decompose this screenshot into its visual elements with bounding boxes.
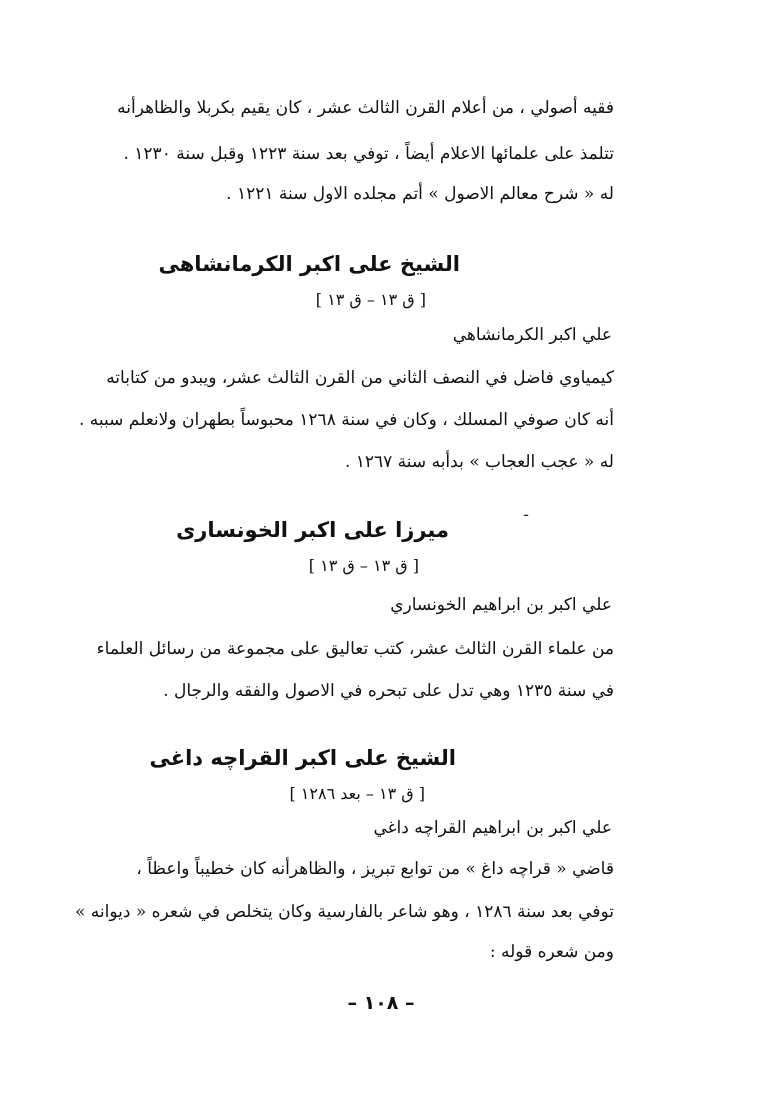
stray-mark: ـ — [524, 504, 529, 520]
entry-1-name: علي اكبر الكرمانشاهي — [452, 325, 612, 345]
intro-line-1: فقيه أصولي ، من أعلام القرن الثالث عشر ، كان يقيم بكربلا والظاهرأنه — [117, 98, 614, 118]
entry-2-line-2: في سنة ١٢٣٥ وهي تدل على تبحره في الاصول والفقه والرجال . — [163, 681, 614, 701]
entry-3-dates: [ ق ١٣ – بعد ١٢٨٦ ] — [289, 784, 425, 803]
entry-2-line-1: من علماء القرن الثالث عشر، كتب تعاليق على مجموعة من رسائل العلماء — [96, 639, 614, 659]
entry-2-dates: [ ق ١٣ – ق ١٣ ] — [308, 556, 419, 575]
entry-3-line-3: ومن شعره قوله : — [489, 942, 614, 962]
entry-3-line-2: توفي بعد سنة ١٢٨٦ ، وهو شاعر بالفارسية وكان يتخلص في شعره « ديوانه » — [74, 902, 614, 922]
entry-3-line-1: قاضي « قراچه داغ » من توابع تبريز ، والظاهرأنه كان خطيباً واعظاً ، — [136, 859, 614, 879]
entry-3-name: علي اكبر بن ابراهيم القراچه داغي — [373, 818, 612, 838]
entry-2-heading: ميرزا على اكبر الخونسارى — [176, 518, 449, 542]
entry-1-line-3: له « عجب العجاب » بدأبه سنة ١٢٦٧ . — [344, 452, 614, 472]
intro-line-3: له « شرح معالم الاصول » أتم مجلده الاول سنة ١٢٢١ . — [226, 184, 614, 204]
intro-line-2: تتلمذ على علمائها الاعلام أيضاً ، توفي بعد سنة ١٢٢٣ وقبل سنة ١٢٣٠ . — [123, 144, 614, 164]
page-number: – ١٠٨ – — [347, 992, 415, 1014]
entry-3-heading: الشيخ على اكبر القراچه داغى — [149, 746, 456, 770]
entry-1-line-1: كيمياوي فاضل في النصف الثاني من القرن الثالث عشر، ويبدو من كتاباته — [106, 368, 614, 388]
entry-2-name: علي اكبر بن ابراهيم الخونساري — [390, 595, 612, 615]
entry-1-line-2: أنه كان صوفي المسلك ، وكان في سنة ١٢٦٨ محبوساً بطهران ولانعلم سببه . — [78, 410, 614, 430]
entry-1-dates: [ ق ١٣ – ق ١٣ ] — [315, 290, 426, 309]
entry-1-heading: الشيخ على اكبر الكرمانشاهى — [158, 252, 460, 276]
